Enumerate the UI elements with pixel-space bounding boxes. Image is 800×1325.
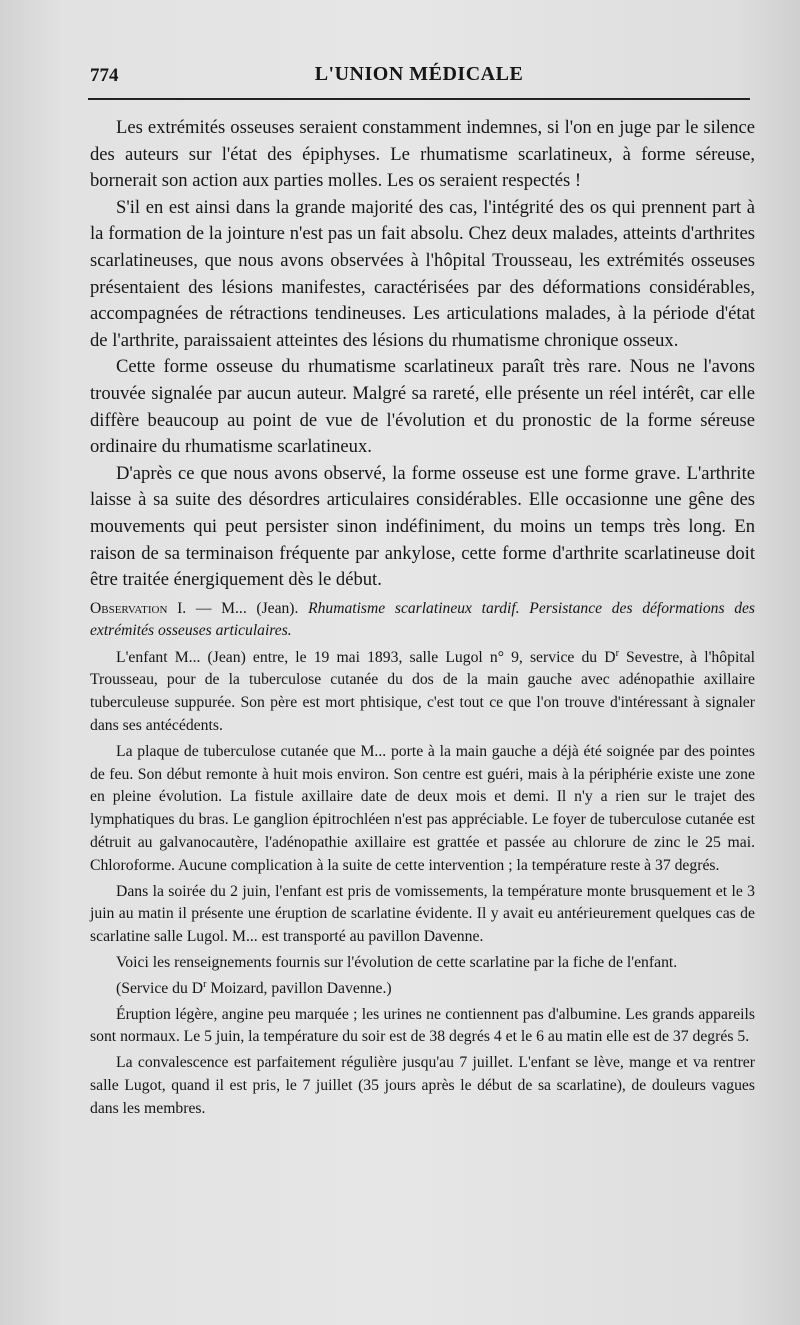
obs-paragraph-6: Éruption légère, angine peu marquée ; les urines ne contiennent pas d'albumine. Les grands appareils sont normaux. Le 5 juin, la température du soir est de 38 degrés 4 et le 6 au matin elle est de 37 degrés 5. xyxy=(90,1005,755,1046)
header-rule xyxy=(88,98,750,100)
obs-paragraph-2: La plaque de tuberculose cutanée que M... porte à la main gauche a déjà été soignée par des pointes de feu. Son début remonte à huit mois environ. Son centre est guéri, mais à la périphérie existe une zone en pleine évolution. La fistule axillaire date de deux mois et demi. Il n'y a rien sur le trajet des lymphatiques du bras. Le ganglion épitrochléen n'est pas appréciable. Le foyer de tuberculose cutanée est détruit au galvanocautère, l'adénopathie axillaire est grattée et passée au chlorure de zinc le 25 mai. Chloroforme. Aucune complication à la suite de cette intervention ; la température reste à 37 degrés. xyxy=(90,742,755,874)
obs-p5-text-a: (Service du D xyxy=(116,979,204,997)
observation-label: Observation xyxy=(90,599,168,617)
obs-p5-superscript: r xyxy=(203,978,207,990)
obs-p1-superscript: r xyxy=(615,647,619,659)
page-header xyxy=(88,55,750,95)
observation-heading xyxy=(90,598,755,643)
paragraph-2: S'il en est ainsi dans la grande majorité des cas, l'intégrité des os qui prennent part à la formation de la jointure n'est pas un fait absolu. Chez deux malades, atteints d'arthrites scarlatineuses, que nous avons observées à l'hôpital Trousseau, les extrémités osseuses présentaient des lésions manifestes, caractérisées par des déformations considérables, accompagnées de rétractions tendineuses. Les articulations malades, à la période d'état de l'arthrite, paraissaient atteintes des lésions du rhumatisme chronique osseux. xyxy=(90,196,755,351)
obs-p1-text-b: Sevestre, à l'hôpital Trousseau, pour de la tuberculose cutanée du dos de la main gauche avec adénopathie axillaire tuberculeuse suppurée. Son père est mort phtisique, c'est tout ce que l'on trouve d'intéressant à signaler dans ses antécédents. xyxy=(90,648,755,735)
obs-paragraph-1 xyxy=(90,647,755,738)
obs-paragraph-5 xyxy=(90,978,755,1001)
paragraph-3: Cette forme osseuse du rhumatisme scarlatineux paraît très rare. Nous ne l'avons trouvée signalée par aucun auteur. Malgré sa rareté, elle présente un réel intérêt, car elle diffère beaucoup au point de vue de l'évolution et du pronostic de la forme séreuse ordinaire du rhumatisme scarlatineux. xyxy=(90,356,755,458)
observation-number: I. — M... (Jean). xyxy=(177,599,299,617)
page-number: 774 xyxy=(90,65,119,86)
obs-p5-text-b: Moizard, pavillon Davenne.) xyxy=(206,979,392,997)
obs-paragraph-7: La convalescence est parfaitement régulière jusqu'au 7 juillet. L'enfant se lève, mange et va rentrer salle Lugot, quand il est pris, le 7 juillet (35 jours après le début de sa scarlatine), de douleurs vagues dans les membres. xyxy=(90,1054,755,1117)
running-title: L'UNION MÉDICALE xyxy=(314,63,524,85)
paragraph-1: Les extrémités osseuses seraient constamment indemnes, si l'on en juge par le silence des auteurs sur l'état des épiphyses. Le rhumatisme scarlatineux, à forme séreuse, bornerait son action aux parties molles. Les os seraient respectés ! xyxy=(90,117,755,192)
paragraph-4: D'après ce que nous avons observé, la forme osseuse est une forme grave. L'arthrite laisse à sa suite des désordres articulaires considérables. Elle occasionne une gêne des mouvements qui peut persister sinon indéfiniment, du moins un temps très long. En raison de sa terminaison fréquente par ankylose, cette forme d'arthrite scarlatineuse doit être traitée énergiquement dès le début. xyxy=(90,462,755,591)
observation-title: Rhumatisme scarlatineux tardif. Persistance des déformations des extrémités osseuses articulaires. xyxy=(90,599,755,640)
article-body xyxy=(90,115,755,1121)
obs-p1-text-a: L'enfant M... (Jean) entre, le 19 mai 1893, salle Lugol n° 9, service du D xyxy=(116,648,616,666)
obs-paragraph-4: Voici les renseignements fournis sur l'évolution de cette scarlatine par la fiche de l'enfant. xyxy=(116,954,678,972)
obs-paragraph-3: Dans la soirée du 2 juin, l'enfant est pris de vomissements, la température monte brusquement et le 3 juin au matin il présente une éruption de scarlatine évidente. Il y avait eu antérieurement quelques cas de scarlatine salle Lugol. M... est transporté au pavillon Davenne. xyxy=(90,882,755,946)
